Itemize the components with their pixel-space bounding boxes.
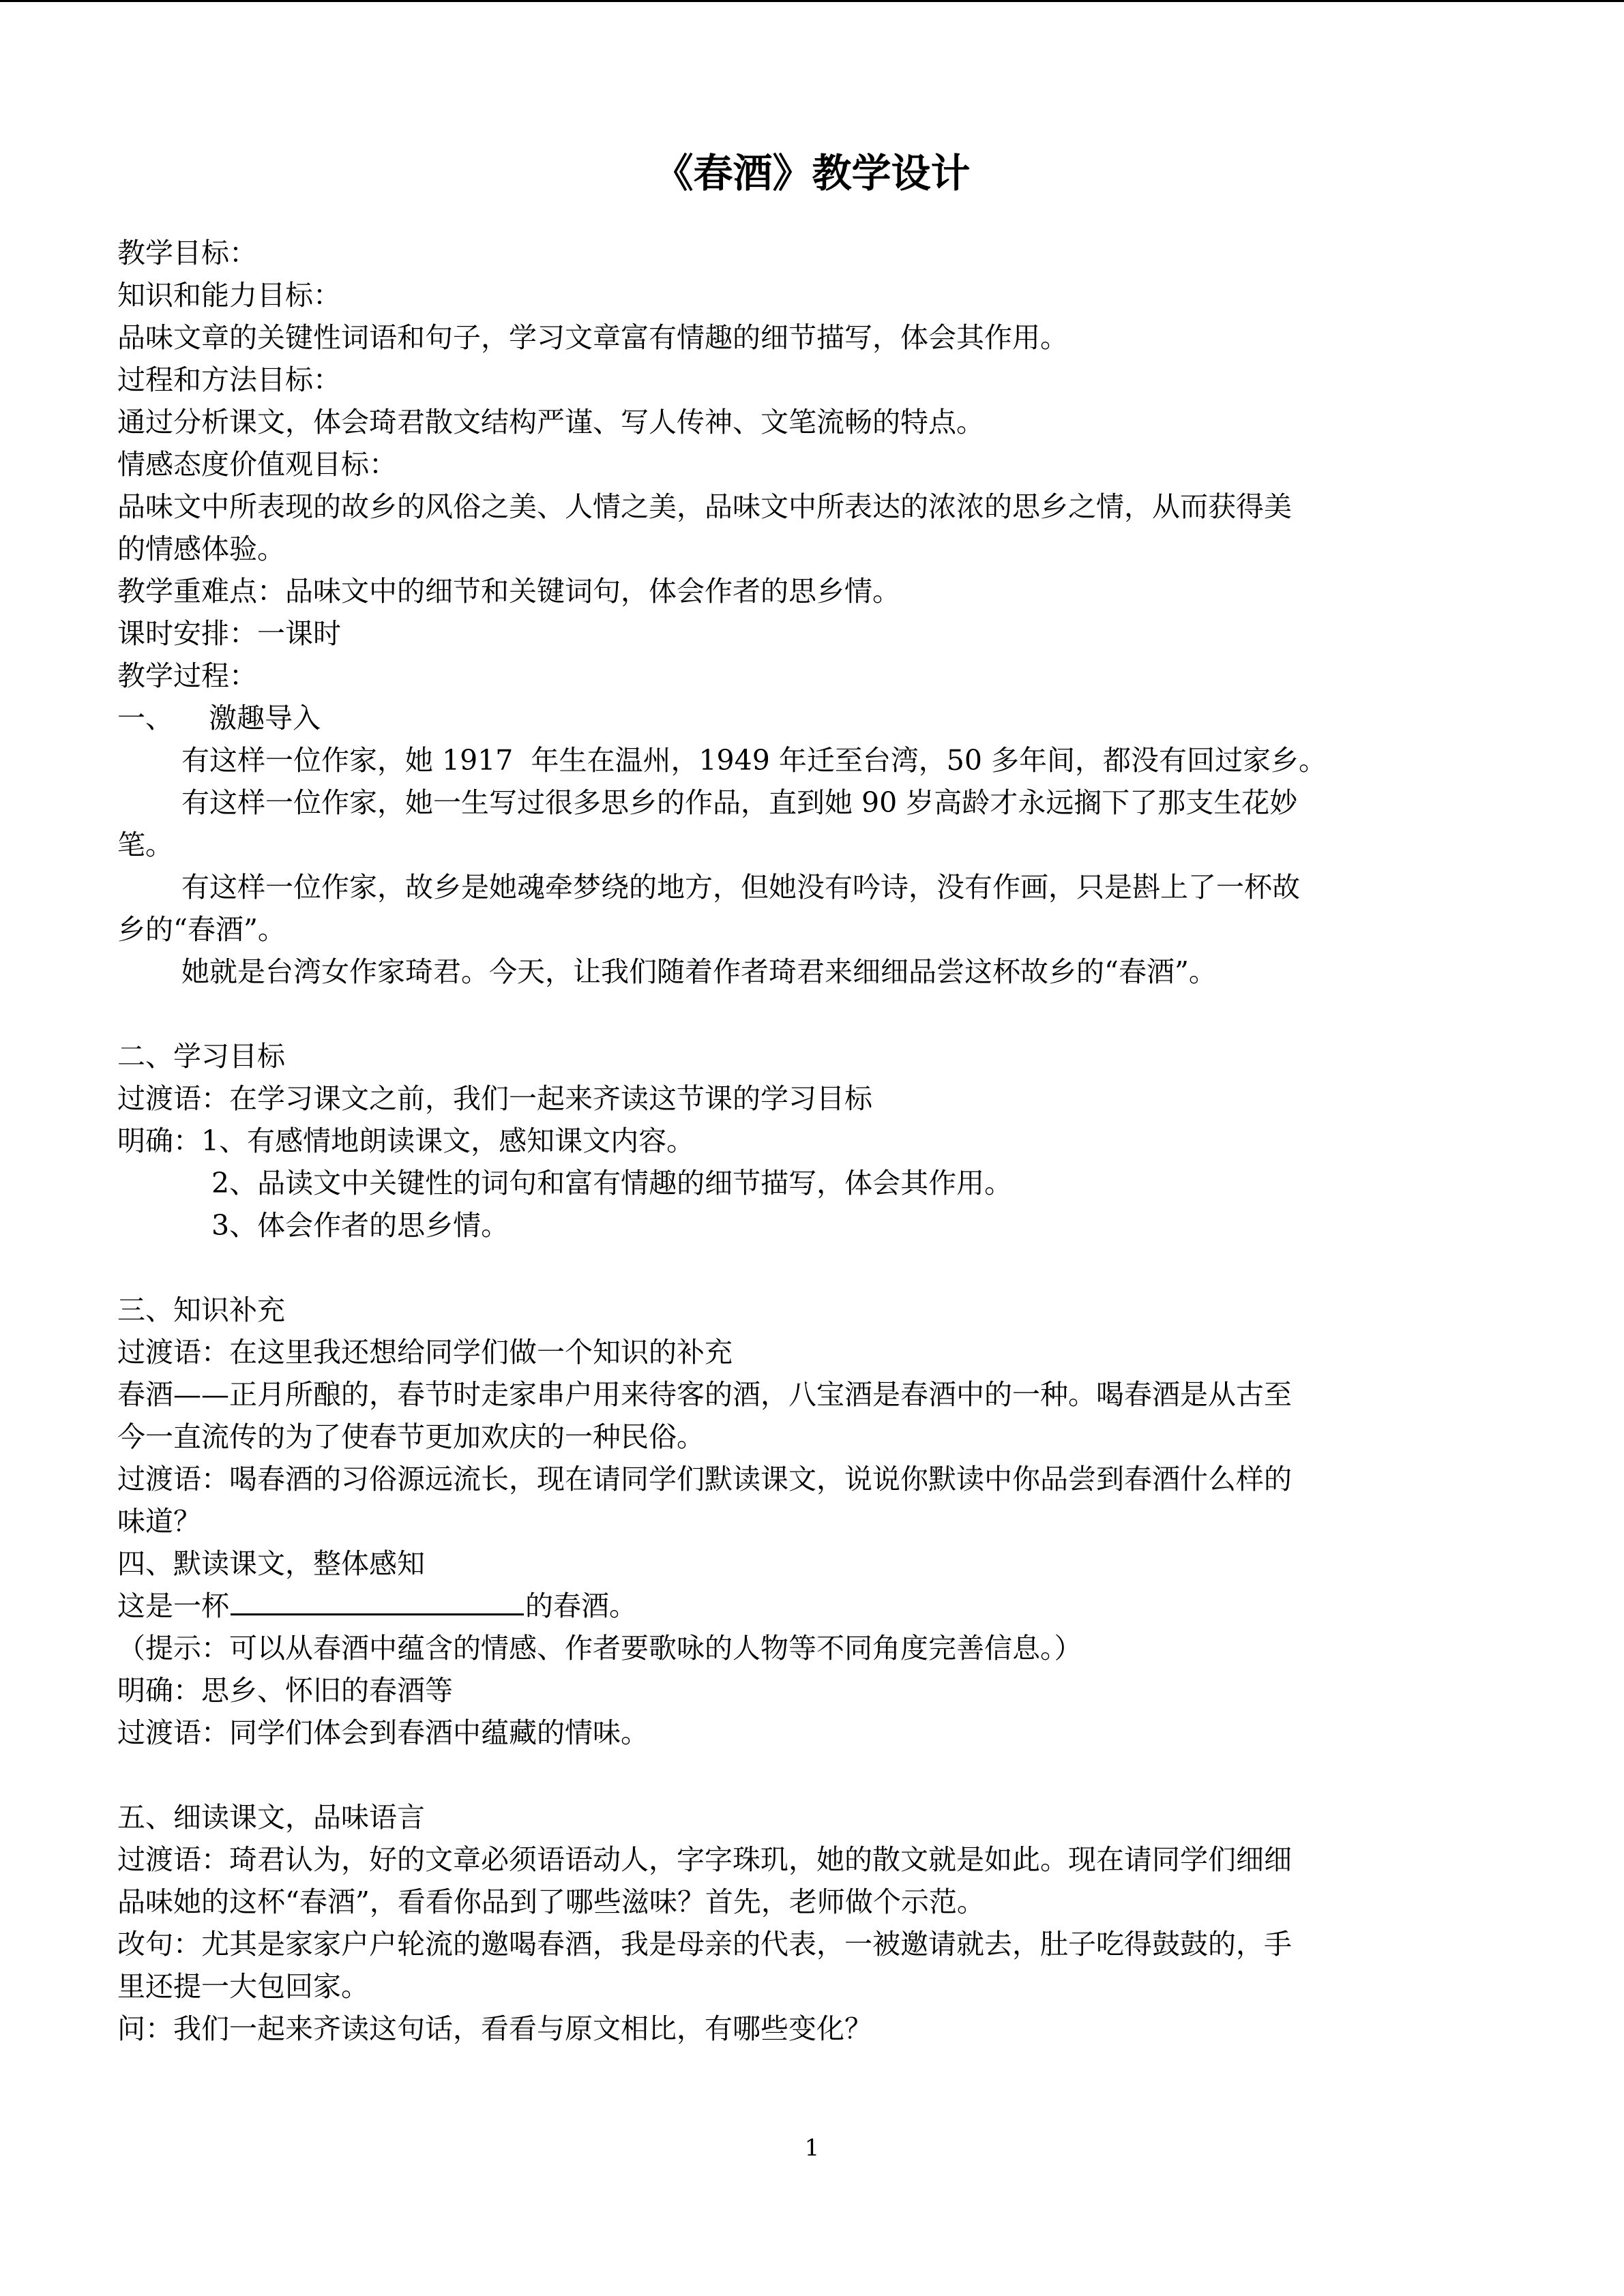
document-title: 《春酒》教学设计: [653, 150, 971, 196]
text-line: 过渡语：在这里我还想给同学们做一个知识的补充: [117, 1336, 733, 1369]
text-line: 明确：1、有感情地朗读课文，感知课文内容。: [117, 1124, 695, 1157]
page-number: 1: [804, 2134, 820, 2162]
text-line: 改句：尤其是家家户户轮流的邀喝春酒，我是母亲的代表，一被邀请就去，肚子吃得鼓鼓的，手: [117, 1928, 1292, 1960]
blank-line: [117, 1754, 1492, 1796]
subheading-emotion: 情感态度价值观目标：: [117, 448, 397, 481]
text-line: 课时安排：一课时: [117, 617, 341, 650]
list-item: 2、品读文中关键性的词句和富有情趣的细节描写，体会其作用。: [211, 1167, 1013, 1199]
top-border-line: [0, 0, 1624, 2]
text-line: 里还提一大包回家。: [117, 1970, 369, 2003]
document-body: [117, 232, 1492, 2050]
text-line: 问：我们一起来齐读这句话，看看与原文相比，有哪些变化？: [117, 2012, 872, 2045]
heading-process: 教学过程：: [117, 659, 257, 692]
paragraph-line: 有这样一位作家，她 1917 年生在温州，1949 年迁至台湾，50 多年间，都没有回过家乡。: [181, 744, 1327, 777]
text-line: 品味文中所表现的故乡的风俗之美、人情之美，品味文中所表达的浓浓的思乡之情，从而获得美: [117, 490, 1292, 523]
text-line: 过渡语：同学们体会到春酒中蕴藏的情味。: [117, 1716, 649, 1749]
text-line: 春酒——正月所酿的，春节时走家串户用来待客的酒，八宝酒是春酒中的一种。喝春酒是从古至: [117, 1378, 1292, 1411]
text-line: 明确：思乡、怀旧的春酒等: [117, 1674, 453, 1707]
section-heading-1: 一、 激趣导入: [117, 702, 321, 734]
text-line: 过渡语：喝春酒的习俗源远流长，现在请同学们默读课文，说说你默读中你品尝到春酒什么样的: [117, 1463, 1292, 1495]
text-line: （提示：可以从春酒中蕴含的情感、作者要歌咏的人物等不同角度完善信息。）: [117, 1632, 1082, 1665]
fill-in-blank[interactable]: [231, 1613, 524, 1615]
section-heading-2: 二、学习目标: [117, 1040, 285, 1073]
fill-in-prefix: 这是一杯: [117, 1590, 229, 1622]
paragraph-line: 乡的“春酒”。: [117, 913, 286, 946]
paragraph-line: 她就是台湾女作家琦君。今天，让我们随着作者琦君来细细品尝这杯故乡的“春酒”。: [181, 955, 1217, 988]
section-heading-3: 三、知识补充: [117, 1294, 285, 1326]
fill-in-sentence: [117, 1585, 1492, 1627]
text-line: 过渡语：琦君认为，好的文章必须语语动人，字字珠玑，她的散文就是如此。现在请同学们细细: [117, 1843, 1292, 1876]
paragraph-line: 笔。: [117, 829, 173, 861]
list-item: 3、体会作者的思乡情。: [211, 1209, 510, 1242]
section-heading-5: 五、细读课文，品味语言: [117, 1801, 425, 1834]
subheading-knowledge: 知识和能力目标：: [117, 279, 341, 312]
section-heading-4: 四、默读课文，整体感知: [117, 1547, 425, 1580]
text-line: 过渡语：在学习课文之前，我们一起来齐读这节课的学习目标: [117, 1082, 872, 1115]
text-line: 品味她的这杯“春酒”，看看你品到了哪些滋味？首先，老师做个示范。: [117, 1885, 985, 1918]
fill-in-suffix: 的春酒。: [525, 1590, 637, 1622]
text-line: 今一直流传的为了使春节更加欢庆的一种民俗。: [117, 1420, 705, 1453]
text-line: 的情感体验。: [117, 533, 285, 565]
subheading-process: 过程和方法目标：: [117, 363, 341, 396]
heading-objectives: 教学目标：: [117, 237, 257, 269]
text-line: 味道？: [117, 1505, 201, 1538]
text-line: 通过分析课文，体会琦君散文结构严谨、写人传神、文笔流畅的特点。: [117, 406, 984, 438]
paragraph-line: 有这样一位作家，故乡是她魂牵梦绕的地方，但她没有吟诗，没有作画，只是斟上了一杯故: [181, 871, 1300, 904]
text-line: 教学重难点：品味文中的细节和关键词句，体会作者的思乡情。: [117, 575, 900, 608]
blank-line: [117, 1247, 1492, 1289]
paragraph-line: 有这样一位作家，她一生写过很多思乡的作品，直到她 90 岁高龄才永远搁下了那支生花妙: [181, 786, 1298, 819]
blank-line: [117, 993, 1492, 1035]
text-line: 品味文章的关键性词语和句子，学习文章富有情趣的细节描写，体会其作用。: [117, 321, 1068, 354]
